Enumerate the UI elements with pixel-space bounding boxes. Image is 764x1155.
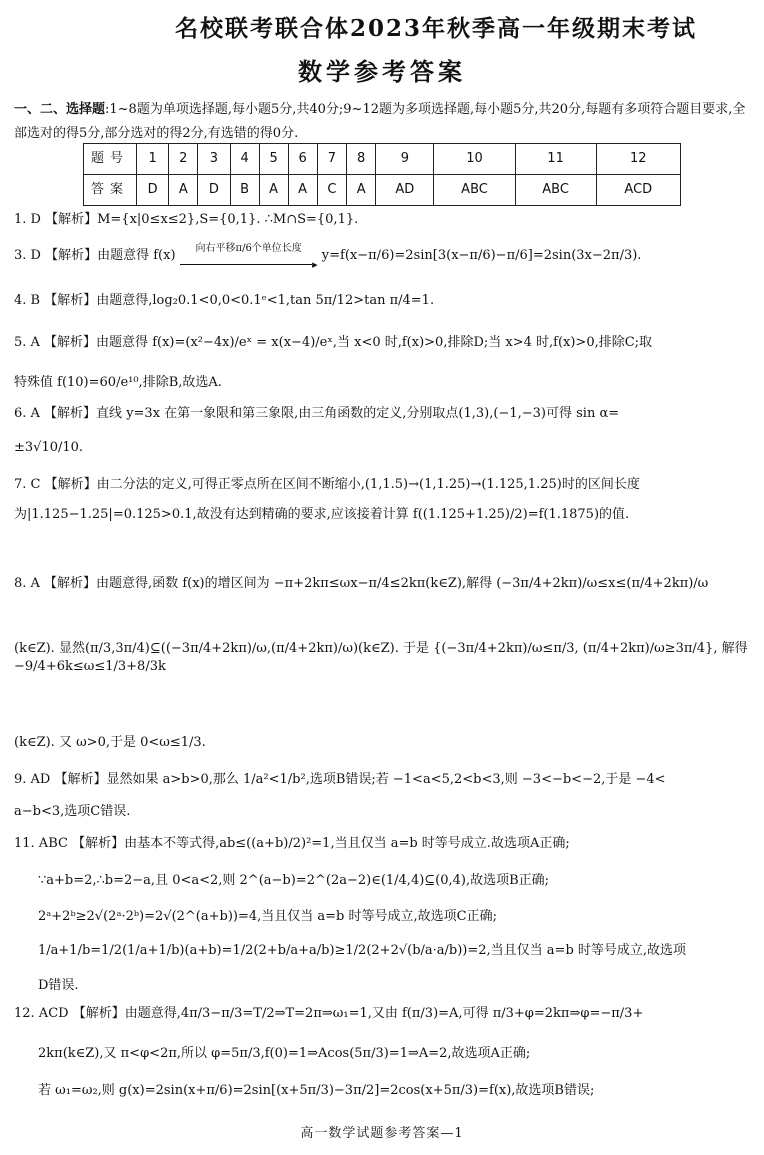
- section-heading: 一、二、选择题: [14, 102, 106, 117]
- solution-q8-line3: (k∈Z). 又 ω>0,于是 0<ω≤1/3.: [14, 735, 206, 750]
- solution-q5-line1: 5. A 【解析】由题意得 f(x)=(x²−4x)/eˣ = x(x−4)/eˣ,当 x<0 时,f(x)>0,排除D;当 x>4 时,f(x)>0,排除C;取: [14, 335, 653, 350]
- question-number: 9: [376, 144, 434, 175]
- solution-q8-line2: (k∈Z). 显然(π/3,3π/4)⊆((−3π/4+2kπ)/ω,(π/4+2kπ)/ω)(k∈Z). 于是 {(−3π/4+2kπ)/ω≤π/3, (π/4+2kπ)/ω≥3π/4}, 解得 −9/4+6k≤ω≤1/3+8/3k: [14, 641, 748, 674]
- answer-cell: D: [198, 175, 230, 206]
- solution-q11-line3: 2ᵃ+2ᵇ≥2√(2ᵃ·2ᵇ)=2√(2^(a+b))=4,当且仅当 a=b 时等号成立,故选项C正确;: [38, 909, 497, 924]
- solution-q9-line2: a−b<3,选项C错误.: [14, 804, 131, 819]
- answer-row: [84, 175, 681, 206]
- solution-q4: 4. B 【解析】由题意得,log₂0.1<0,0<0.1ᵉ<1,tan 5π/12>tan π/4=1.: [14, 293, 435, 308]
- row-label-answer: 答案: [84, 175, 137, 206]
- solution-q12-line2: 2kπ(k∈Z),又 π<φ<2π,所以 φ=5π/3,f(0)=1⇒Acos(5π/3)=1⇒A=2,故选项A正确;: [38, 1046, 531, 1061]
- answer-cell: A: [288, 175, 317, 206]
- question-number: 5: [259, 144, 288, 175]
- solution-q3: [14, 242, 752, 271]
- solution-q12-line1: 12. ACD 【解析】由题意得,4π/3−π/3=T/2⇒T=2π⇒ω₁=1,又由 f(π/3)=A,可得 π/3+φ=2kπ⇒φ=−π/3+: [14, 1006, 644, 1021]
- shift-arrow: [180, 242, 318, 271]
- question-number: 7: [317, 144, 347, 175]
- q3-expression: y=f(x−π/6)=2sin[3(x−π/6)−π/6]=2sin(3x−2π/3).: [321, 248, 642, 263]
- page-footer: 高一数学试题参考答案—1: [300, 1126, 464, 1141]
- solution-q12-line3: 若 ω₁=ω₂,则 g(x)=2sin(x+π/6)=2sin[(x+5π/3)−3π/2]=2cos(x+5π/3)=f(x),故选项B错误;: [38, 1083, 595, 1098]
- solution-q11-line2: ∵a+b=2,∴b=2−a,且 0<a<2,则 2^(a−b)=2^(2a−2)∈(1/4,4)⊆(0,4),故选项B正确;: [38, 873, 550, 888]
- document-title: 数学参考答案: [298, 57, 466, 86]
- question-number: 11: [515, 144, 596, 175]
- solution-q1: 1. D 【解析】M={x|0≤x≤2},S={0,1}. ∴M∩S={0,1}.: [14, 212, 359, 227]
- solution-q11-line4: 1/a+1/b=1/2(1/a+1/b)(a+b)=1/2(2+b/a+a/b)≥1/2(2+2√(b/a·a/b))=2,当且仅当 a=b 时等号成立,故选项: [38, 943, 687, 958]
- section-description: :1~8题为单项选择题,每小题5分,共40分;9~12题为多项选择题,每小题5分,共20分,每题有多项符合题目要求,全部选对的得5分,部分选对的得2分,有选错的得0分.: [14, 102, 746, 141]
- exam-title: 名校联考联合体2023年秋季高一年级期末考试: [175, 15, 698, 42]
- q3-prefix: 3. D 【解析】由题意得 f(x): [14, 248, 176, 263]
- answer-cell: ABC: [434, 175, 515, 206]
- question-number: 1: [137, 144, 169, 175]
- arrow-label: 向右平移π/6个单位长度: [195, 242, 302, 254]
- answer-cell: ABC: [515, 175, 596, 206]
- answer-cell: C: [317, 175, 347, 206]
- answer-cell: ACD: [596, 175, 680, 206]
- solution-q11-line1: 11. ABC 【解析】由基本不等式得,ab≤((a+b)/2)²=1,当且仅当 a=b 时等号成立.故选项A正确;: [14, 836, 570, 851]
- section-instructions: [14, 98, 750, 146]
- answer-cell: D: [137, 175, 169, 206]
- question-number: 2: [169, 144, 198, 175]
- solution-q9-line1: 9. AD 【解析】显然如果 a>b>0,那么 1/a²<1/b²,选项B错误;若 −1<a<5,2<b<3,则 −3<−b<−2,于是 −4<: [14, 772, 666, 787]
- solution-q11-line5: D错误.: [38, 978, 79, 993]
- answer-cell: AD: [376, 175, 434, 206]
- answer-cell: A: [169, 175, 198, 206]
- solution-q7: 7. C 【解析】由二分法的定义,可得正零点所在区间不断缩小,(1,1.5)→(1,1.25)→(1.125,1.25)时的区间长度为|1.125−1.25|=0.125>0.1,故没有达到精确的要求,应该接着计算 f((1.125+1.25)/2)=f(1.1875)的值.: [14, 477, 640, 522]
- question-number: 3: [198, 144, 230, 175]
- answer-cell: B: [230, 175, 259, 206]
- solution-q6-line1: 6. A 【解析】直线 y=3x 在第一象限和第三象限,由三角函数的定义,分别取点(1,3),(−1,−3)可得 sin α=: [14, 406, 620, 421]
- answer-cell: A: [347, 175, 376, 206]
- question-number: 8: [347, 144, 376, 175]
- question-number-row: [84, 144, 681, 175]
- solution-q6-line2: ±3√10/10.: [14, 440, 84, 455]
- arrow-head-icon: ▸: [312, 257, 318, 271]
- row-label-number: 题号: [84, 144, 137, 175]
- solution-q5-line2: 特殊值 f(10)=60/e¹⁰,排除B,故选A.: [14, 375, 222, 390]
- question-number: 4: [230, 144, 259, 175]
- answer-cell: A: [259, 175, 288, 206]
- answer-key-table: [83, 143, 681, 206]
- question-number: 10: [434, 144, 515, 175]
- solution-q8-line1: 8. A 【解析】由题意得,函数 f(x)的增区间为 −π+2kπ≤ωx−π/4≤2kπ(k∈Z),解得 (−3π/4+2kπ)/ω≤x≤(π/4+2kπ)/ω: [14, 576, 709, 591]
- question-number: 12: [596, 144, 680, 175]
- question-number: 6: [288, 144, 317, 175]
